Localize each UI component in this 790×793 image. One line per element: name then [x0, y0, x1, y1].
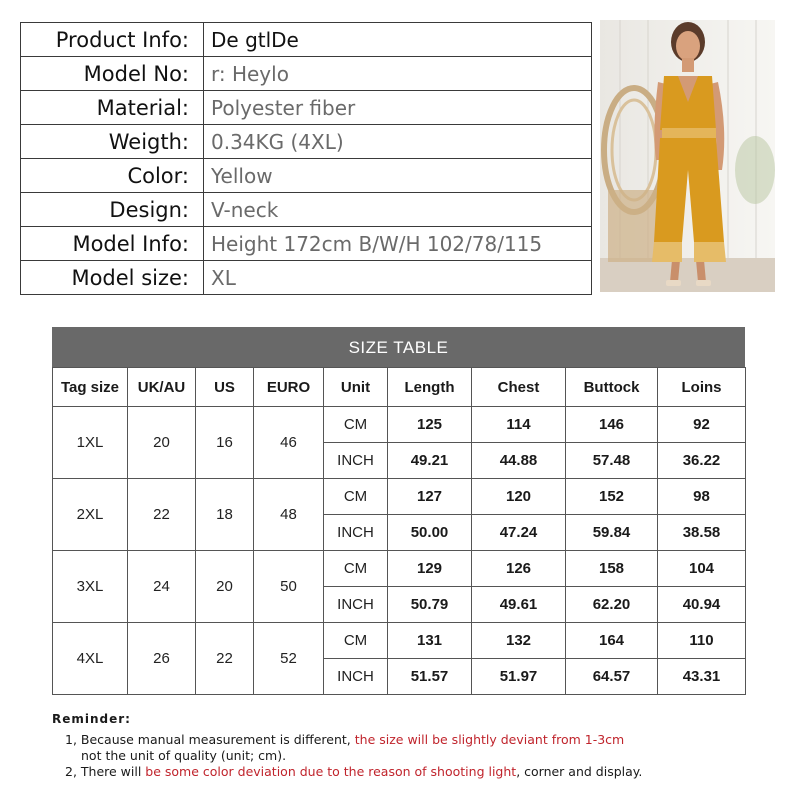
unit-cell: INCH: [324, 659, 388, 695]
loins-cell: 110: [658, 623, 746, 659]
info-row-model-info: [21, 227, 592, 261]
buttock-cell: 158: [566, 551, 658, 587]
us-cell: 18: [196, 479, 254, 551]
loins-cell: 40.94: [658, 587, 746, 623]
buttock-cell: 62.20: [566, 587, 658, 623]
info-label: Model No:: [21, 57, 204, 91]
table-row: [53, 551, 746, 587]
column-header: Buttock: [566, 368, 658, 407]
info-row-model-size: [21, 261, 592, 295]
reminder-highlight: the size will be slightly deviant from 1-3cm: [354, 732, 625, 747]
loins-cell: 38.58: [658, 515, 746, 551]
loins-cell: 43.31: [658, 659, 746, 695]
info-value: XL: [204, 261, 592, 295]
unit-cell: CM: [324, 407, 388, 443]
column-header: Loins: [658, 368, 746, 407]
uk-au-cell: 22: [128, 479, 196, 551]
info-label: Weigth:: [21, 125, 204, 159]
table-row: [53, 407, 746, 443]
length-cell: 129: [388, 551, 472, 587]
column-header: EURO: [254, 368, 324, 407]
product-info-table: [20, 22, 592, 295]
tag-size-cell: 2XL: [53, 479, 128, 551]
column-header: Tag size: [53, 368, 128, 407]
info-label: Color:: [21, 159, 204, 193]
size-table-header-row: [53, 368, 746, 407]
tag-size-cell: 4XL: [53, 623, 128, 695]
us-cell: 20: [196, 551, 254, 623]
loins-cell: 104: [658, 551, 746, 587]
buttock-cell: 164: [566, 623, 658, 659]
buttock-cell: 152: [566, 479, 658, 515]
us-cell: 16: [196, 407, 254, 479]
buttock-cell: 59.84: [566, 515, 658, 551]
euro-cell: 50: [254, 551, 324, 623]
info-label: Product Info:: [21, 23, 204, 57]
euro-cell: 52: [254, 623, 324, 695]
table-row: [53, 479, 746, 515]
info-row-product: [21, 23, 592, 57]
chest-cell: 47.24: [472, 515, 566, 551]
reminder-text: , corner and display.: [516, 764, 643, 779]
reminder-note: [52, 712, 772, 780]
chest-cell: 132: [472, 623, 566, 659]
column-header: Unit: [324, 368, 388, 407]
uk-au-cell: 20: [128, 407, 196, 479]
length-cell: 127: [388, 479, 472, 515]
reminder-line-2: [65, 764, 772, 780]
size-table-title: SIZE TABLE: [52, 327, 745, 367]
reminder-text: 1, Because manual measurement is different,: [65, 732, 355, 747]
chest-cell: 49.61: [472, 587, 566, 623]
reminder-line-1: [65, 732, 772, 748]
loins-cell: 92: [658, 407, 746, 443]
column-header: Chest: [472, 368, 566, 407]
chest-cell: 114: [472, 407, 566, 443]
info-label: Design:: [21, 193, 204, 227]
info-value: De gtlDe: [204, 23, 592, 57]
loins-cell: 36.22: [658, 443, 746, 479]
info-row-model-no: [21, 57, 592, 91]
reminder-line-1-cont: not the unit of quality (unit; cm).: [81, 748, 287, 763]
length-cell: 50.00: [388, 515, 472, 551]
info-value: V-neck: [204, 193, 592, 227]
column-header: US: [196, 368, 254, 407]
info-label: Model size:: [21, 261, 204, 295]
unit-cell: CM: [324, 623, 388, 659]
info-row-weight: [21, 125, 592, 159]
reminder-text: 2, There will: [65, 764, 146, 779]
chest-cell: 51.97: [472, 659, 566, 695]
unit-cell: INCH: [324, 587, 388, 623]
tag-size-cell: 1XL: [53, 407, 128, 479]
info-value: Polyester fiber: [204, 91, 592, 125]
info-row-design: [21, 193, 592, 227]
reminder-title: Reminder:: [52, 712, 131, 726]
length-cell: 50.79: [388, 587, 472, 623]
unit-cell: CM: [324, 551, 388, 587]
info-value: Yellow: [204, 159, 592, 193]
chest-cell: 44.88: [472, 443, 566, 479]
tag-size-cell: 3XL: [53, 551, 128, 623]
length-cell: 125: [388, 407, 472, 443]
buttock-cell: 64.57: [566, 659, 658, 695]
unit-cell: INCH: [324, 515, 388, 551]
euro-cell: 46: [254, 407, 324, 479]
uk-au-cell: 26: [128, 623, 196, 695]
us-cell: 22: [196, 623, 254, 695]
info-label: Material:: [21, 91, 204, 125]
chest-cell: 120: [472, 479, 566, 515]
info-label: Model Info:: [21, 227, 204, 261]
info-row-material: [21, 91, 592, 125]
column-header: Length: [388, 368, 472, 407]
unit-cell: CM: [324, 479, 388, 515]
loins-cell: 98: [658, 479, 746, 515]
info-value: 0.34KG (4XL): [204, 125, 592, 159]
unit-cell: INCH: [324, 443, 388, 479]
length-cell: 131: [388, 623, 472, 659]
chest-cell: 126: [472, 551, 566, 587]
reminder-highlight: be some color deviation due to the reason of shooting light: [145, 764, 517, 779]
buttock-cell: 146: [566, 407, 658, 443]
size-table: [52, 367, 746, 695]
uk-au-cell: 24: [128, 551, 196, 623]
model-photo: [600, 20, 775, 292]
buttock-cell: 57.48: [566, 443, 658, 479]
model-photo-illustration: [600, 20, 775, 292]
length-cell: 49.21: [388, 443, 472, 479]
column-header: UK/AU: [128, 368, 196, 407]
size-table-container: [52, 327, 745, 695]
info-value: r: Heylo: [204, 57, 592, 91]
length-cell: 51.57: [388, 659, 472, 695]
euro-cell: 48: [254, 479, 324, 551]
info-value: Height 172cm B/W/H 102/78/115: [204, 227, 592, 261]
table-row: [53, 623, 746, 659]
info-row-color: [21, 159, 592, 193]
